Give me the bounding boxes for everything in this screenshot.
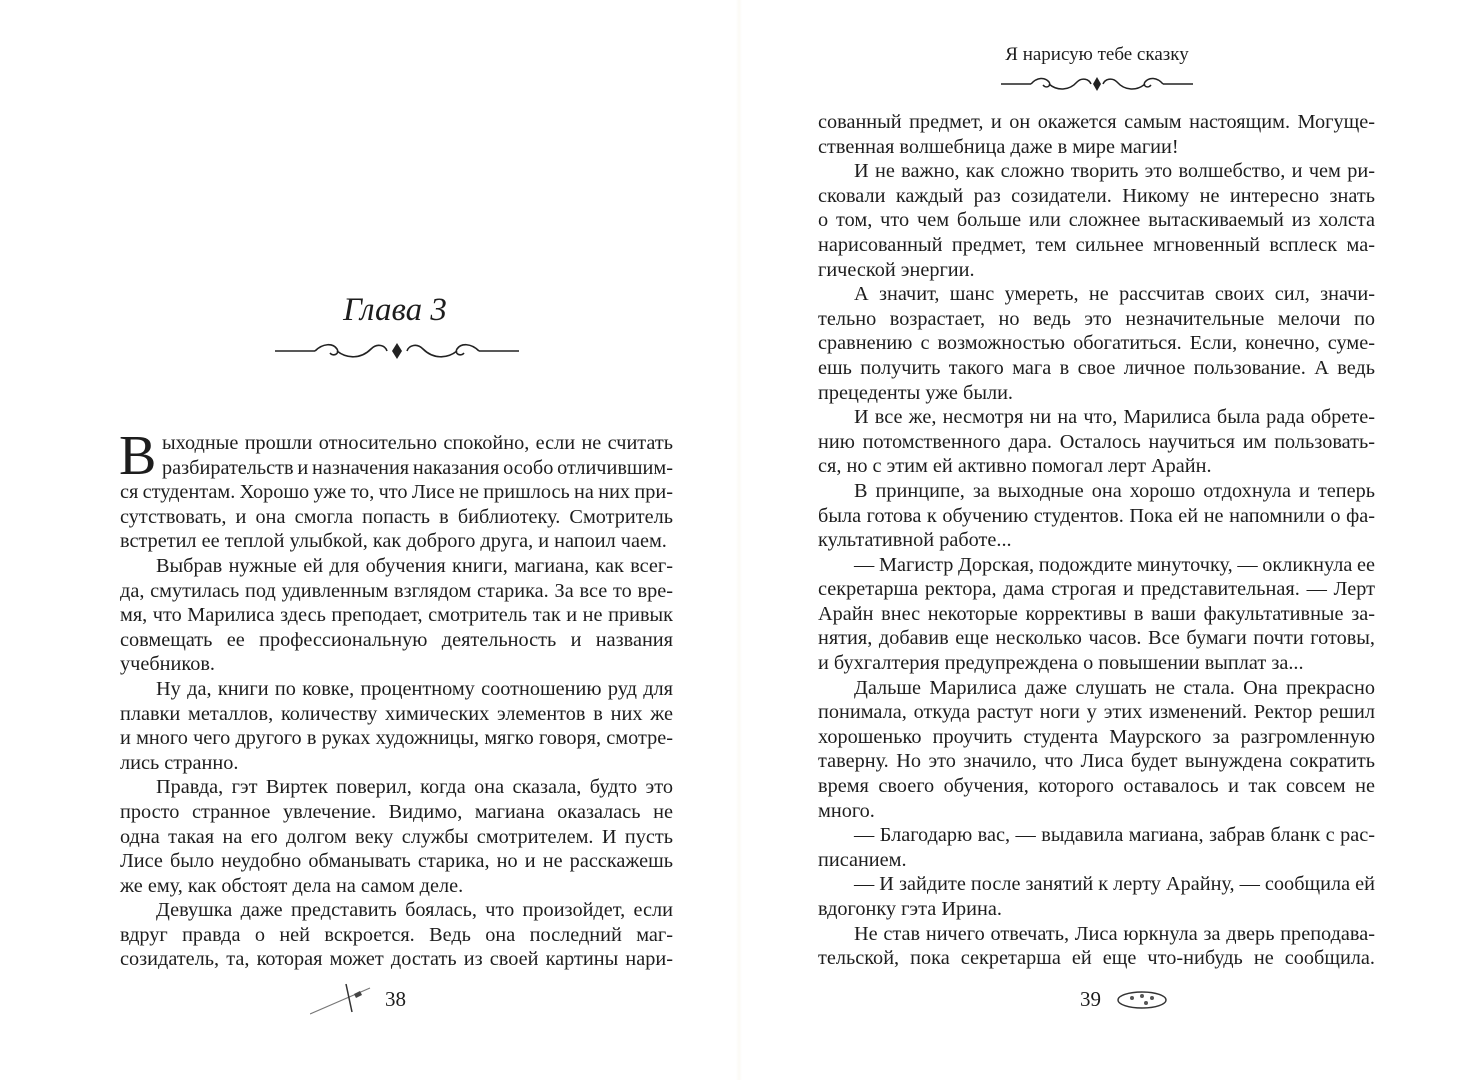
text-line-content: сованный предмет, и он окажется самым настоящим. Могуще- — [818, 111, 1375, 133]
text-line — [818, 405, 1375, 430]
text-line — [120, 702, 673, 727]
text-line — [818, 749, 1375, 774]
text-line — [120, 628, 673, 653]
text-line — [818, 626, 1375, 651]
text-line — [120, 579, 673, 604]
text-line — [818, 307, 1375, 332]
text-line-content: таверну. Но это значило, что Лиса будет вынуждена сократить — [818, 750, 1375, 773]
text-line — [818, 577, 1375, 602]
text-line-content: ыходные прошли относительно спокойно, если не считать — [162, 432, 673, 454]
text-line — [120, 431, 673, 456]
text-line-content: Арайн внес некоторые коррективы в ваши факультативные за- — [818, 602, 1375, 625]
paintbrush-icon — [310, 982, 374, 1016]
text-line — [818, 848, 1375, 873]
text-line — [818, 233, 1375, 258]
text-line — [818, 872, 1375, 897]
text-line-content: культативной работе... — [818, 529, 1012, 552]
text-line — [818, 479, 1375, 504]
text-line — [818, 946, 1375, 971]
text-line-content: секретарша ректора, дама строгая и представительная. — Лерт — [818, 578, 1375, 601]
text-line-content: Девушка даже представить боялась, что произойдет, если — [156, 899, 673, 922]
text-line — [818, 651, 1375, 676]
left-body-text — [119, 425, 673, 972]
text-line — [120, 800, 673, 825]
text-line — [120, 825, 673, 850]
text-line-content: встретил ее теплой улыбкой, как доброго друга, и напоил чаем. — [120, 530, 667, 553]
chapter-title: Глава 3 — [343, 292, 447, 328]
text-line — [120, 505, 673, 530]
paint-palette-icon — [1116, 988, 1168, 1010]
text-line-content: да, смутилась под удивленным взглядом старика. За все то вре- — [120, 579, 673, 602]
text-line — [818, 528, 1375, 553]
text-line — [120, 898, 673, 923]
text-line-content: разбирательств и назначения наказания особо отличившим- — [162, 456, 673, 479]
text-line — [120, 849, 673, 874]
text-line — [818, 676, 1375, 701]
text-line — [818, 159, 1375, 184]
text-line — [120, 603, 673, 628]
text-line-content: лись странно. — [120, 751, 239, 774]
running-head: Я нарисую тебе сказку — [1005, 44, 1189, 65]
text-line — [818, 454, 1375, 479]
text-line — [818, 110, 1375, 135]
text-line-content: ся, но с этим ей активно помогал лерт Арайн. — [818, 455, 1212, 478]
text-line-content: тельно возрастает, но ведь это незначительные мелочи по — [818, 307, 1375, 330]
text-line-content: гической энергии. — [818, 258, 975, 281]
text-line-content: и бухгалтерия предупреждена о повышении выплат за... — [818, 652, 1304, 675]
text-line-content: сутствовать, и она смогла попасть в библиотеку. Смотритель — [120, 505, 673, 528]
text-line-content: — Магистр Дорская, подождите минуточку, — окликнула ее — [854, 553, 1375, 576]
text-line — [818, 553, 1375, 578]
text-line-content: понимала, откуда растут ноги у этих изменений. Ректор решил — [818, 701, 1375, 724]
text-line-content: плавки металлов, количеству химических элементов в них же — [120, 702, 673, 725]
text-line — [818, 725, 1375, 750]
text-line-content: ешь получить такого мага в свое личное пользование. А ведь — [818, 356, 1375, 379]
text-line — [818, 208, 1375, 233]
text-line-content: — И зайдите после занятий к лерту Арайну, — сообщила ей — [854, 873, 1375, 896]
text-line-content: Правда, гэт Виртек поверил, когда она сказала, будто это — [156, 776, 673, 799]
text-line — [818, 258, 1375, 283]
page-number-right: 39 — [1080, 987, 1101, 1011]
drop-cap: В — [119, 425, 157, 487]
text-line-content: ся студентам. Хорошо уже то, что Лисе не пришлось на них при- — [120, 481, 673, 504]
text-line — [120, 554, 673, 579]
text-line-content: Ну да, книги по ковке, процентному соотношению руд для — [156, 677, 673, 700]
text-line-content: сравнению с возможностью обогатиться. Если, конечно, суме- — [818, 332, 1375, 355]
text-line — [120, 775, 673, 800]
text-line-content: одна такая на его долгом веку службы смотрителем. И пусть — [120, 825, 673, 848]
text-line-content: хорошенько проучить студента Маурского за разгромленную — [818, 725, 1375, 748]
text-line — [818, 184, 1375, 209]
text-line — [120, 677, 673, 702]
text-line — [120, 529, 673, 554]
right-body-text — [818, 110, 1375, 971]
text-line-content: ственная волшебница даже в мире магии! — [818, 135, 1179, 158]
text-line — [818, 282, 1375, 307]
text-line — [818, 700, 1375, 725]
text-line-content: мя, что Марилиса здесь преподает, смотритель так и не привык — [120, 604, 673, 627]
text-line — [120, 456, 673, 481]
text-line — [818, 897, 1375, 922]
text-line — [818, 430, 1375, 455]
text-line-content: же ему, как обстоят дела на самом деле. — [120, 874, 464, 897]
text-line — [818, 799, 1375, 824]
text-line-content: время своего обучения, которого оставалось и так совсем не — [818, 775, 1375, 798]
text-line-content: И не важно, как сложно творить это волшебство, и чем ри- — [854, 160, 1375, 183]
ornament-divider-icon — [275, 338, 519, 364]
text-line — [818, 331, 1375, 356]
text-line — [818, 823, 1375, 848]
ornament-divider-icon — [1001, 72, 1193, 96]
text-line-content: о том, что чем больше или сложнее вытаскиваемый из холста — [818, 209, 1375, 232]
text-line — [818, 922, 1375, 947]
text-line-content: вдруг правда о ней вскроется. Ведь она последний маг- — [120, 923, 673, 946]
page-number-left: 38 — [385, 987, 406, 1011]
text-line — [818, 135, 1375, 160]
text-line-content: созидатель, та, которая может достать из своей картины нари- — [120, 948, 673, 971]
text-line-content: просто странное увлечение. Видимо, магиана оказалась не — [120, 800, 673, 823]
text-line-content: нятия, добавив еще несколько часов. Все бумаги почти готовы, — [818, 627, 1375, 650]
text-line — [120, 923, 673, 948]
text-line-content: Дальше Марилиса даже слушать не стала. Она прекрасно — [854, 676, 1375, 699]
text-line — [120, 947, 673, 972]
text-line — [120, 726, 673, 751]
text-line-content: А значит, шанс умереть, не рассчитав своих сил, значи- — [854, 283, 1375, 306]
text-line — [120, 751, 673, 776]
text-line — [818, 774, 1375, 799]
text-line-content: много. — [818, 799, 875, 822]
text-line-content: была готова к обучению студентов. Пока ей не напомнили о фа- — [818, 504, 1375, 527]
text-line-content: нию потомственного дара. Осталось научиться им пользовать- — [818, 430, 1375, 453]
text-line-content: В принципе, за выходные она хорошо отдохнула и теперь — [854, 479, 1375, 502]
text-line — [120, 652, 673, 677]
text-line — [818, 356, 1375, 381]
text-line-content: Не став ничего отвечать, Лиса юркнула за дверь преподава- — [854, 922, 1375, 945]
text-line-content: сковали каждый раз созидатели. Никому не интересно знать — [818, 184, 1375, 207]
text-line — [120, 480, 673, 505]
text-line-content: вдогонку гэта Ирина. — [818, 898, 1002, 920]
text-line-content: Выбрав нужные ей для обучения книги, магиана, как всег- — [156, 554, 673, 577]
text-line-content: и много чего другого в руках художницы, мягко говоря, смотре- — [120, 727, 673, 750]
text-line — [818, 504, 1375, 529]
text-line-content: учебников. — [120, 653, 215, 676]
right-page — [739, 0, 1478, 1080]
text-line-content: И все же, несмотря ни на что, Марилиса была рада обрете- — [854, 406, 1375, 429]
text-line-content: тельской, пока секретарша ей еще что-нибудь не сообщила. — [818, 947, 1375, 970]
text-line-content: Лисе было неудобно обманывать старика, но и не расскажешь — [120, 850, 673, 873]
text-line-content: — Благодарю вас, — выдавила магиана, забрав бланк с рас- — [854, 824, 1375, 847]
text-line-content: совмещать ее профессиональную деятельность и названия — [120, 628, 673, 651]
text-line — [818, 602, 1375, 627]
text-line-content: нарисованный предмет, тем сильнее мгновенный всплеск ма- — [818, 233, 1375, 256]
text-line — [818, 381, 1375, 406]
text-line-content: прецеденты уже были. — [818, 381, 1013, 404]
text-line-content: писанием. — [818, 848, 907, 871]
text-line — [120, 874, 673, 899]
